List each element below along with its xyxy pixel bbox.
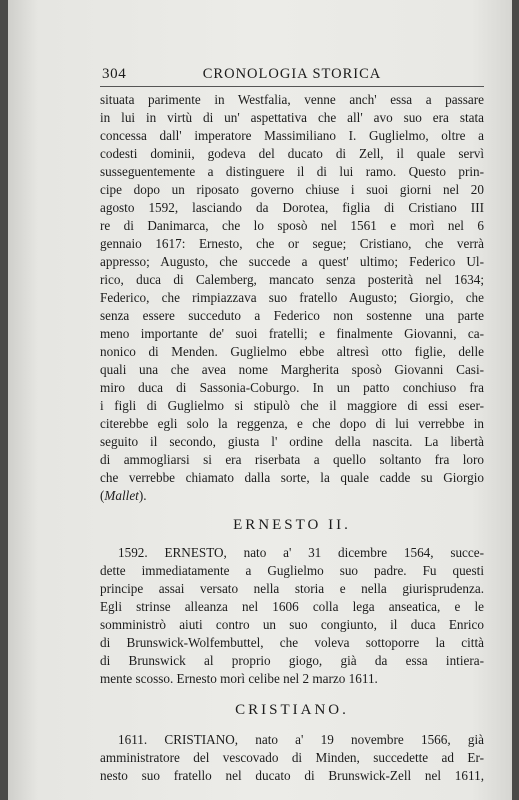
text-line: somministrò aiuti contro un suo congiunto, il duca Enrico — [100, 617, 484, 632]
text-line: rico, duca di Calemberg, mancato senza posterità nel 1634; — [100, 272, 484, 287]
section-heading-ernesto: ERNESTO II. — [233, 517, 351, 533]
text-line: i figli di Guglielmo si stipulò che il maggiore di essi eser- — [100, 398, 484, 413]
text-line: susseguentemente a distinguere il di lui ramo. Questo prin- — [100, 164, 484, 179]
citation-source: Mallet — [104, 488, 139, 503]
text-line: cipe dopo un riposato governo chiuse i suoi giorni nel 20 — [100, 182, 484, 197]
text-line: codesti dominii, godeva del ducato di Zell, il quale servì — [100, 146, 484, 161]
paragraph-ernesto — [100, 544, 484, 688]
text-line: nesto suo fratello nel ducato di Brunswick-Zell nel 1611, — [100, 768, 484, 783]
text-line: di Brunswick al proprio giogo, già da essa intiera- — [100, 653, 484, 668]
text-line: concessa dall' imperatore Massimiliano I. Guglielmo, oltre a — [100, 128, 484, 143]
text-line: che verrebbe chiamato dalla sorte, la quale cadde su Giorgio — [100, 470, 484, 485]
text-line: amministratore del vescovado di Minden, succedette ad Er- — [100, 750, 484, 765]
text-line: quali una che avea nome Margherita sposò Giovanni Casi- — [100, 362, 484, 377]
citation-close: ). — [138, 488, 147, 503]
text-line: di Brunswick-Wolfembuttel, che voleva sottoporre la città — [100, 635, 484, 650]
text-line: seguito il secondo, giusta l' ordine della nascita. La libertà — [100, 434, 484, 449]
text-line: re di Danimarca, che lo sposò nel 1561 e morì nel 6 — [100, 218, 484, 233]
page-number: 304 — [102, 66, 127, 82]
running-title: CRONOLOGIA STORICA — [202, 66, 382, 82]
citation-open: ( — [100, 488, 105, 503]
text-line: in lui in virtù di un' aspettativa che all' avo suo era stata — [100, 110, 484, 125]
section-heading-cristiano: CRISTIANO. — [235, 702, 349, 718]
running-head — [100, 64, 484, 87]
citation-line — [100, 487, 484, 505]
text-line: dette immediatamente a Guglielmo suo padre. Fu questi — [100, 563, 484, 578]
text-line: mente scosso. Ernesto morì celibe nel 2 marzo 1611. — [100, 671, 378, 686]
book-page — [8, 0, 512, 800]
text-line: principe assai versato nella storia e nella giurisprudenza. — [100, 581, 484, 596]
paragraph-continued — [100, 91, 484, 505]
page-content — [100, 64, 484, 785]
paragraph-cristiano — [100, 731, 484, 785]
text-line: 1592. ERNESTO, nato a' 31 dicembre 1564, succe- — [118, 545, 484, 560]
text-line: Federico, che rimpiazzava suo fratello Augusto; Giorgio, che — [100, 290, 484, 305]
text-line: situata parimente in Westfalia, venne anch' essa a passare — [100, 92, 484, 107]
text-line: senza essere succeduto a Federico non sostenne una parte — [100, 308, 484, 323]
text-line: appresso; Augusto, che succede a quest' ultimo; Federico Ul- — [100, 254, 484, 269]
text-line: di ammogliarsi si era riserbata a quello soltanto fra loro — [100, 452, 484, 467]
text-line: agosto 1592, lasciando da Dorotea, figlia di Cristiano III — [100, 200, 484, 215]
text-line: nonico di Menden. Guglielmo ebbe altresì otto figlie, delle — [100, 344, 484, 359]
text-line: 1611. CRISTIANO, nato a' 19 novembre 1566, già — [118, 732, 484, 747]
text-line: citerebbe egli solo la reggenza, e che dopo di lui verrebbe in — [100, 416, 484, 431]
text-line: meno importante de' suoi fratelli; e finalmente Giovanni, ca- — [100, 326, 484, 341]
text-line: gennaio 1617: Ernesto, che or segue; Cristiano, che verrà — [100, 236, 484, 251]
text-line: Egli strinse alleanza nel 1606 colla lega anseatica, e le — [100, 599, 484, 614]
text-line: miro duca di Sassonia-Coburgo. In un patto conchiuso fra — [100, 380, 484, 395]
